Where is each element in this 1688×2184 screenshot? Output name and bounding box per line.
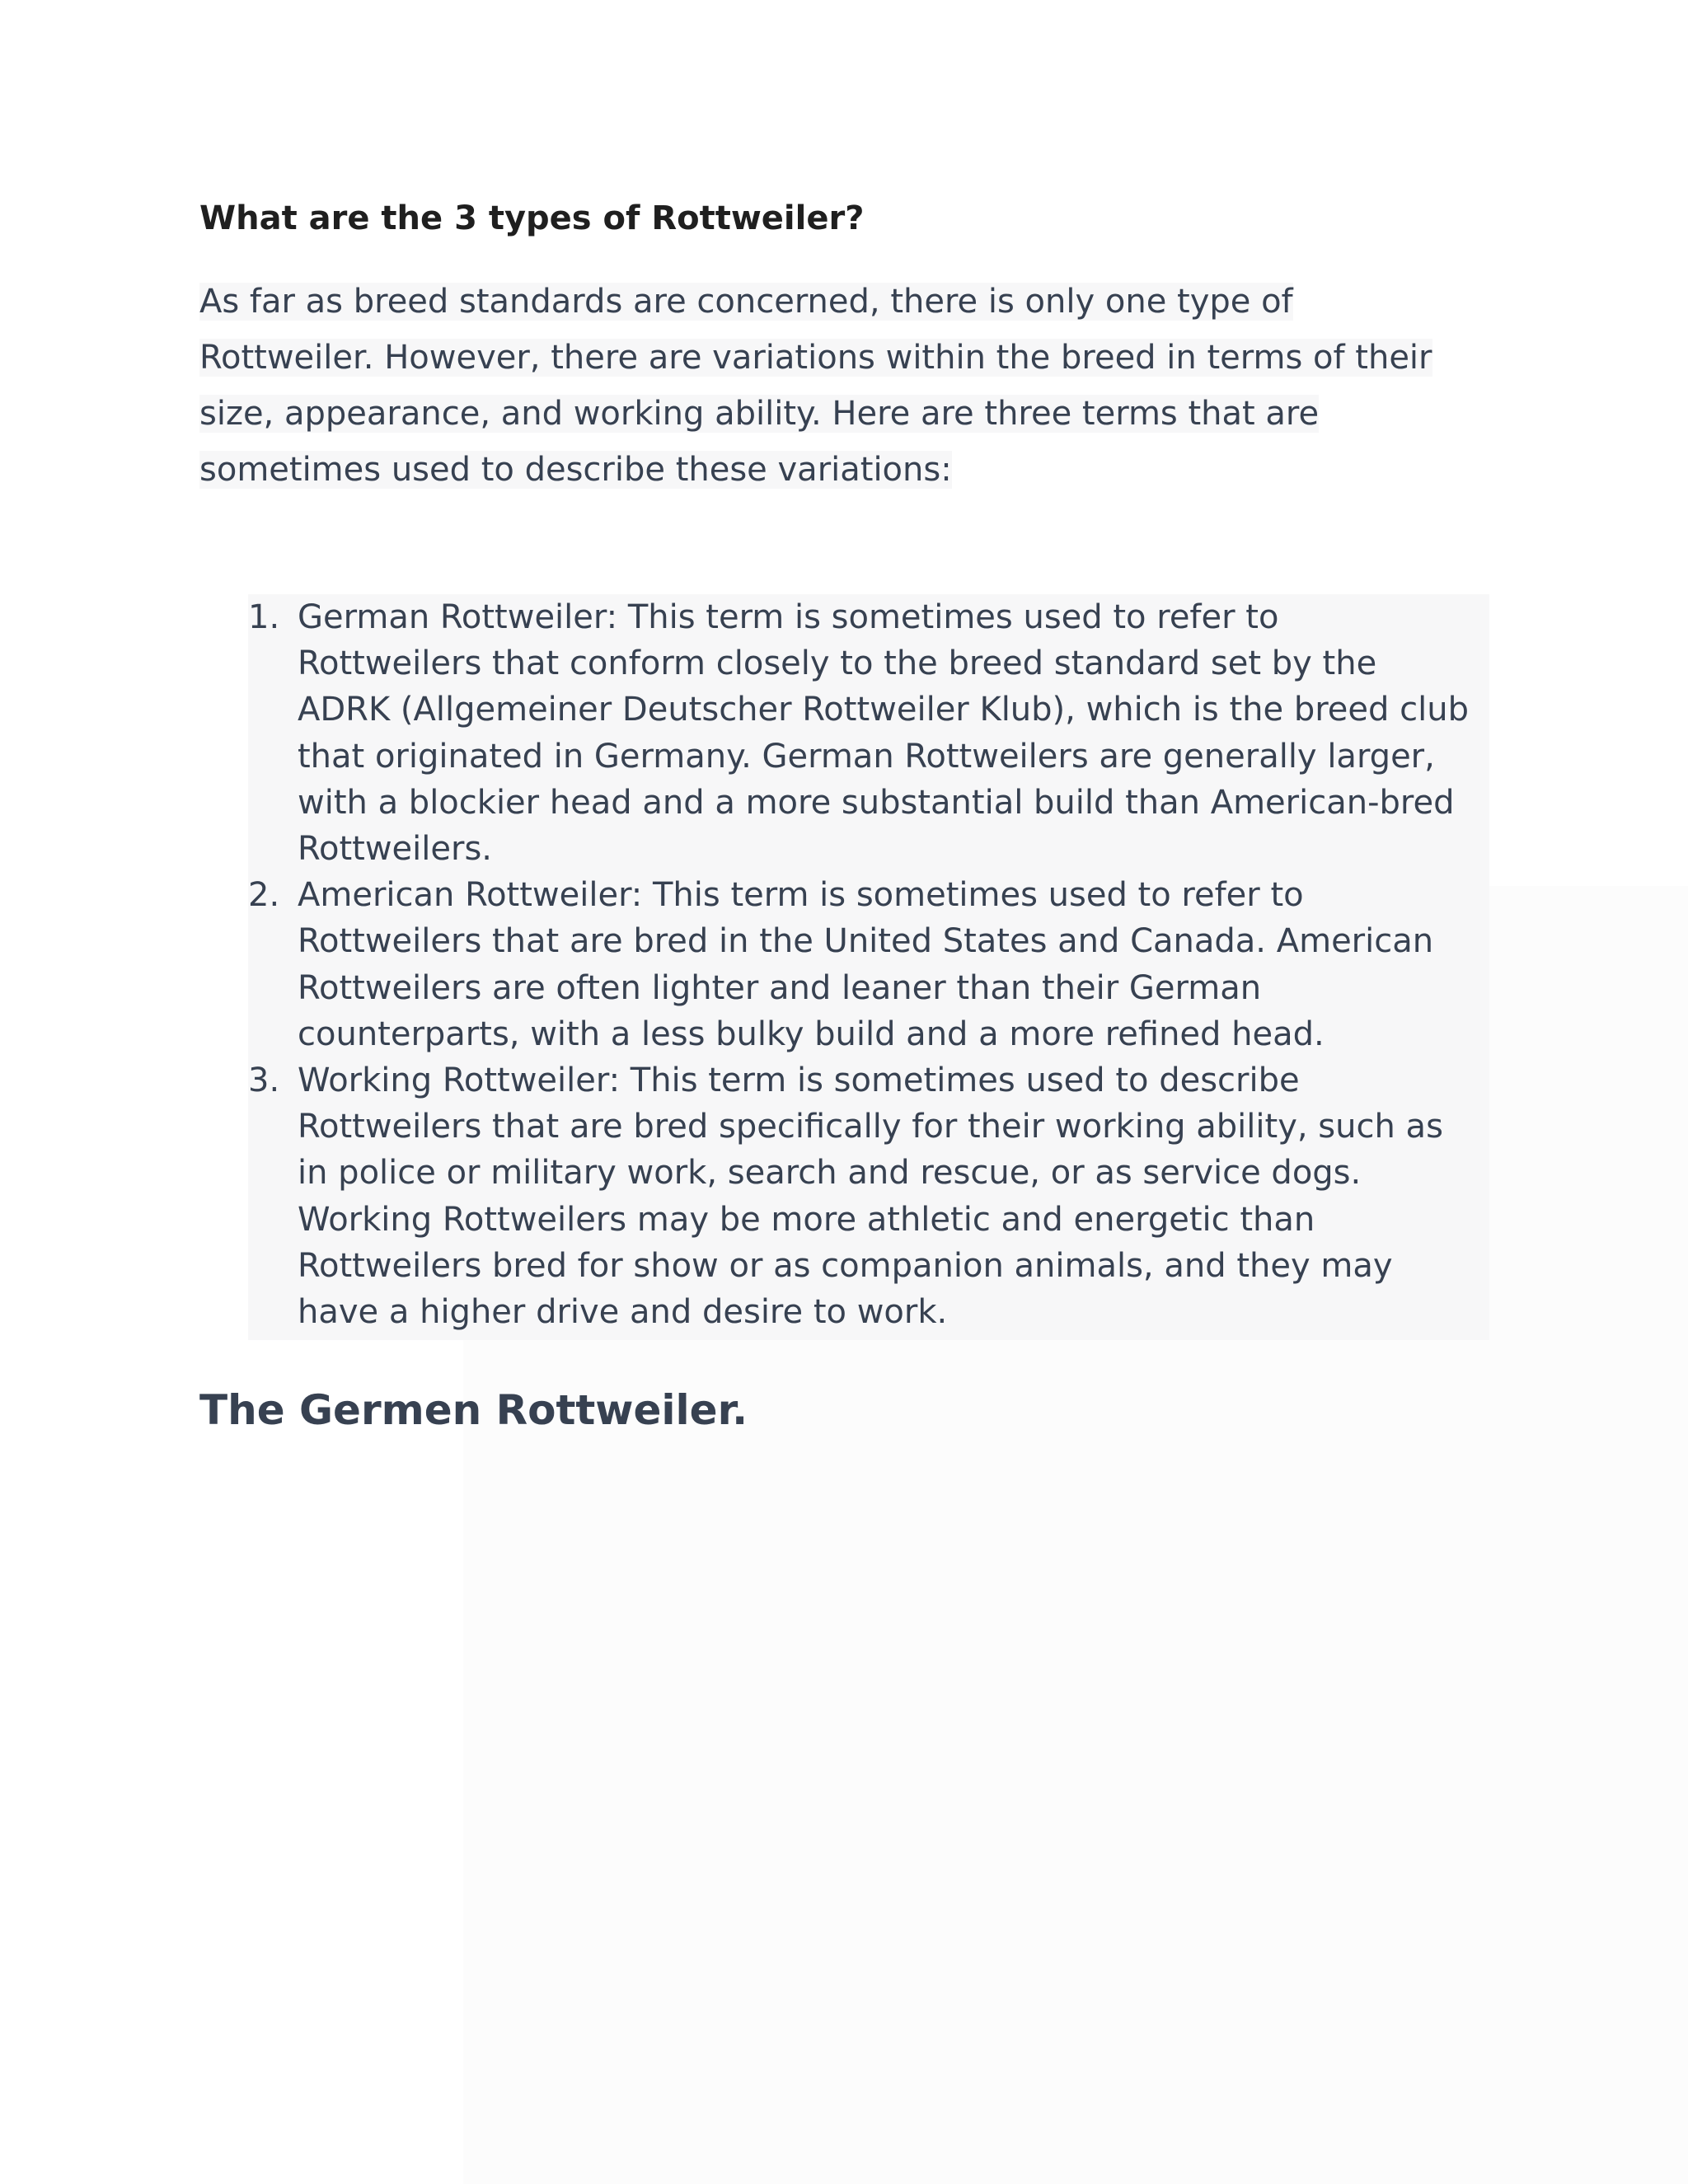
list-item-line: that originated in Germany. German Rottweilers are generally larger, <box>298 737 1435 776</box>
list-number: 2. <box>248 876 280 915</box>
section-heading: The Germen Rottweiler. <box>199 1386 748 1434</box>
list-item-line: Working Rottweilers may be more athletic and energetic than <box>298 1200 1315 1239</box>
intro-line: As far as breed standards are concerned, there is only one type of <box>199 283 1293 321</box>
list-item-line: Rottweilers that conform closely to the breed standard set by the <box>298 644 1377 683</box>
list-item-line: German Rottweiler: This term is sometimes used to refer to <box>298 598 1279 636</box>
list-item-line: Rottweilers are often lighter and leaner than their German <box>298 968 1262 1007</box>
list-number: 3. <box>248 1062 280 1100</box>
list-item-line: Rottweilers. <box>298 830 492 869</box>
list-item-line: have a higher drive and desire to work. <box>298 1293 948 1332</box>
list-item-german <box>248 594 1489 872</box>
list-item-working <box>248 1057 1489 1335</box>
intro-line: sometimes used to describe these variations: <box>199 451 952 489</box>
list-item-american <box>248 872 1489 1057</box>
list-number: 1. <box>248 598 280 636</box>
list-item-line: American Rottweiler: This term is sometimes used to refer to <box>298 876 1304 915</box>
list-item-line: Rottweilers that are bred in the United States and Canada. American <box>298 922 1434 961</box>
list-item-line: Rottweilers bred for show or as companion animals, and they may <box>298 1246 1393 1285</box>
intro-line: size, appearance, and working ability. Here are three terms that are <box>199 395 1320 433</box>
list-item-line: with a blockier head and a more substantial build than American-bred <box>298 783 1455 822</box>
intro-paragraph <box>199 274 1432 498</box>
rottweiler-types-list <box>248 594 1489 1340</box>
list-item-line: ADRK (Allgemeiner Deutscher Rottweiler Klub), which is the breed club <box>298 691 1469 729</box>
question-heading: What are the 3 types of Rottweiler? <box>199 199 865 237</box>
list-item-line: in police or military work, search and rescue, or as service dogs. <box>298 1154 1362 1193</box>
intro-line: Rottweiler. However, there are variations within the breed in terms of their <box>199 339 1432 377</box>
list-item-line: counterparts, with a less bulky build and a more refined head. <box>298 1015 1325 1053</box>
list-item-line: Rottweilers that are bred specifically for their working ability, such as <box>298 1108 1443 1146</box>
list-item-line: Working Rottweiler: This term is sometimes used to describe <box>298 1062 1300 1100</box>
